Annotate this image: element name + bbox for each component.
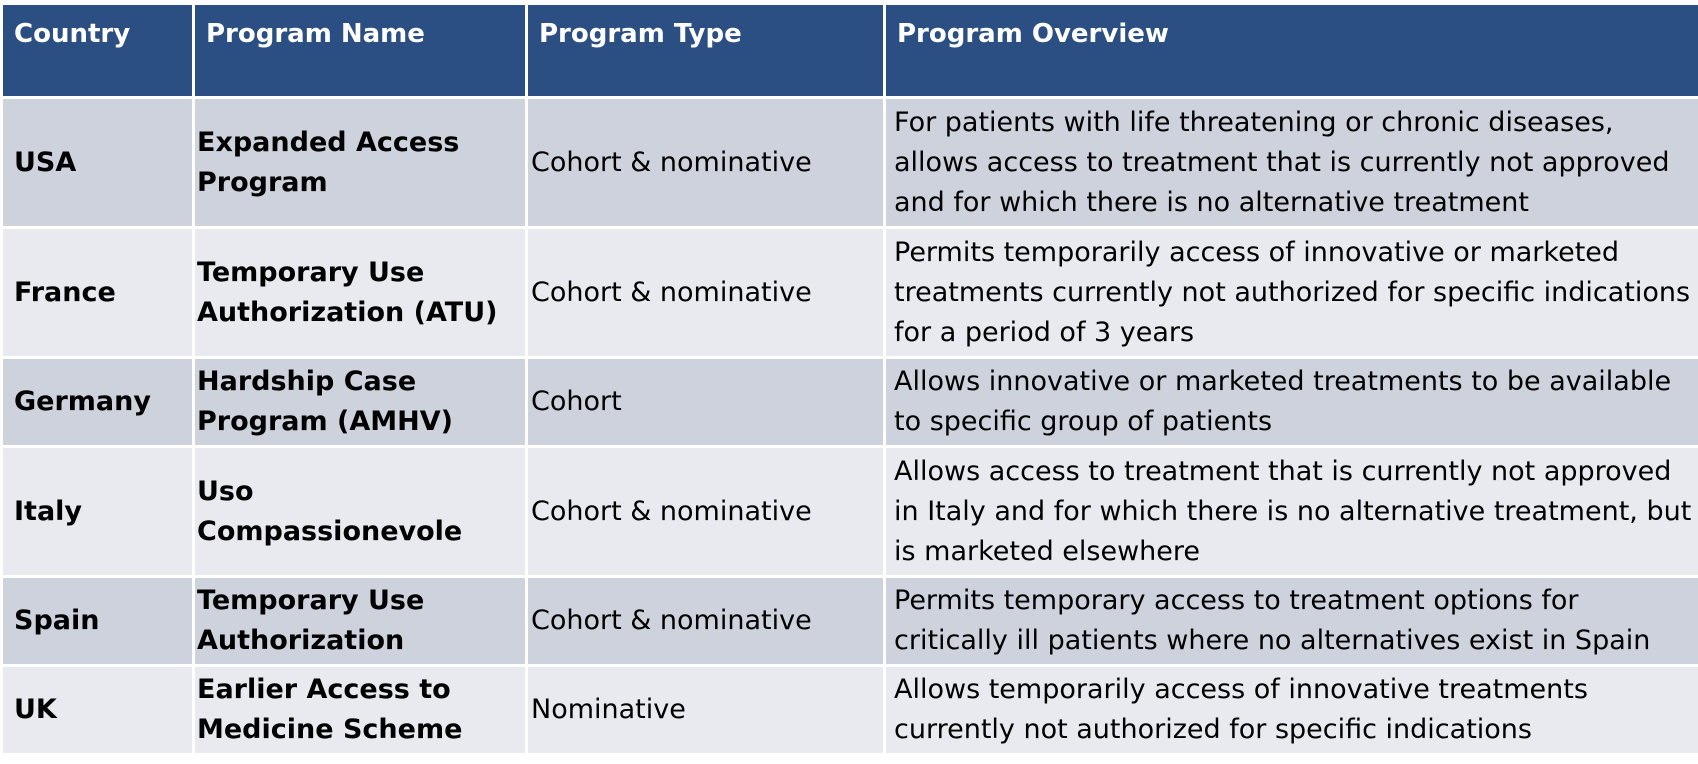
cell-program-overview: Allows temporarily access of innovative treatments currently not authorized for specific indications <box>885 666 1698 755</box>
cell-country: USA <box>2 98 194 228</box>
cell-program-type: Nominative <box>527 666 885 755</box>
header-program-type: Program Type <box>527 4 885 98</box>
cell-program-type: Cohort & nominative <box>527 98 885 228</box>
table-row <box>2 447 1698 577</box>
cell-program-type: Cohort & nominative <box>527 447 885 577</box>
cell-country: Italy <box>2 447 194 577</box>
table-body <box>2 98 1698 755</box>
header-program-name: Program Name <box>194 4 527 98</box>
cell-country: Germany <box>2 358 194 447</box>
table-row <box>2 666 1698 755</box>
access-programs-table-container <box>0 2 1698 756</box>
cell-program-overview: Allows access to treatment that is currently not approved in Italy and for which there is no alternative treatment, but is marketed elsewhere <box>885 447 1698 577</box>
table-row <box>2 577 1698 666</box>
cell-program-type: Cohort <box>527 358 885 447</box>
cell-country: Spain <box>2 577 194 666</box>
cell-program-name: Hardship Case Program (AMHV) <box>194 358 527 447</box>
header-program-overview: Program Overview <box>885 4 1698 98</box>
header-row <box>2 4 1698 98</box>
cell-program-name: Temporary Use Authorization <box>194 577 527 666</box>
cell-country: France <box>2 228 194 358</box>
cell-program-name: Earlier Access to Medicine Scheme <box>194 666 527 755</box>
header-country: Country <box>2 4 194 98</box>
cell-program-name: Temporary Use Authorization (ATU) <box>194 228 527 358</box>
cell-program-name: Expanded Access Program <box>194 98 527 228</box>
cell-program-overview: Permits temporary access to treatment options for critically ill patients where no alternatives exist in Spain <box>885 577 1698 666</box>
access-programs-table <box>0 2 1698 756</box>
cell-program-name: Uso Compassionevole <box>194 447 527 577</box>
cell-program-overview: Permits temporarily access of innovative or marketed treatments currently not authorized for specific indications for a period of 3 years <box>885 228 1698 358</box>
cell-program-type: Cohort & nominative <box>527 577 885 666</box>
cell-program-overview: For patients with life threatening or chronic diseases, allows access to treatment that is currently not approved and for which there is no alternative treatment <box>885 98 1698 228</box>
table-header <box>2 4 1698 98</box>
cell-country: UK <box>2 666 194 755</box>
table-row <box>2 228 1698 358</box>
table-row <box>2 358 1698 447</box>
cell-program-overview: Allows innovative or marketed treatments to be available to specific group of patients <box>885 358 1698 447</box>
table-row <box>2 98 1698 228</box>
cell-program-type: Cohort & nominative <box>527 228 885 358</box>
